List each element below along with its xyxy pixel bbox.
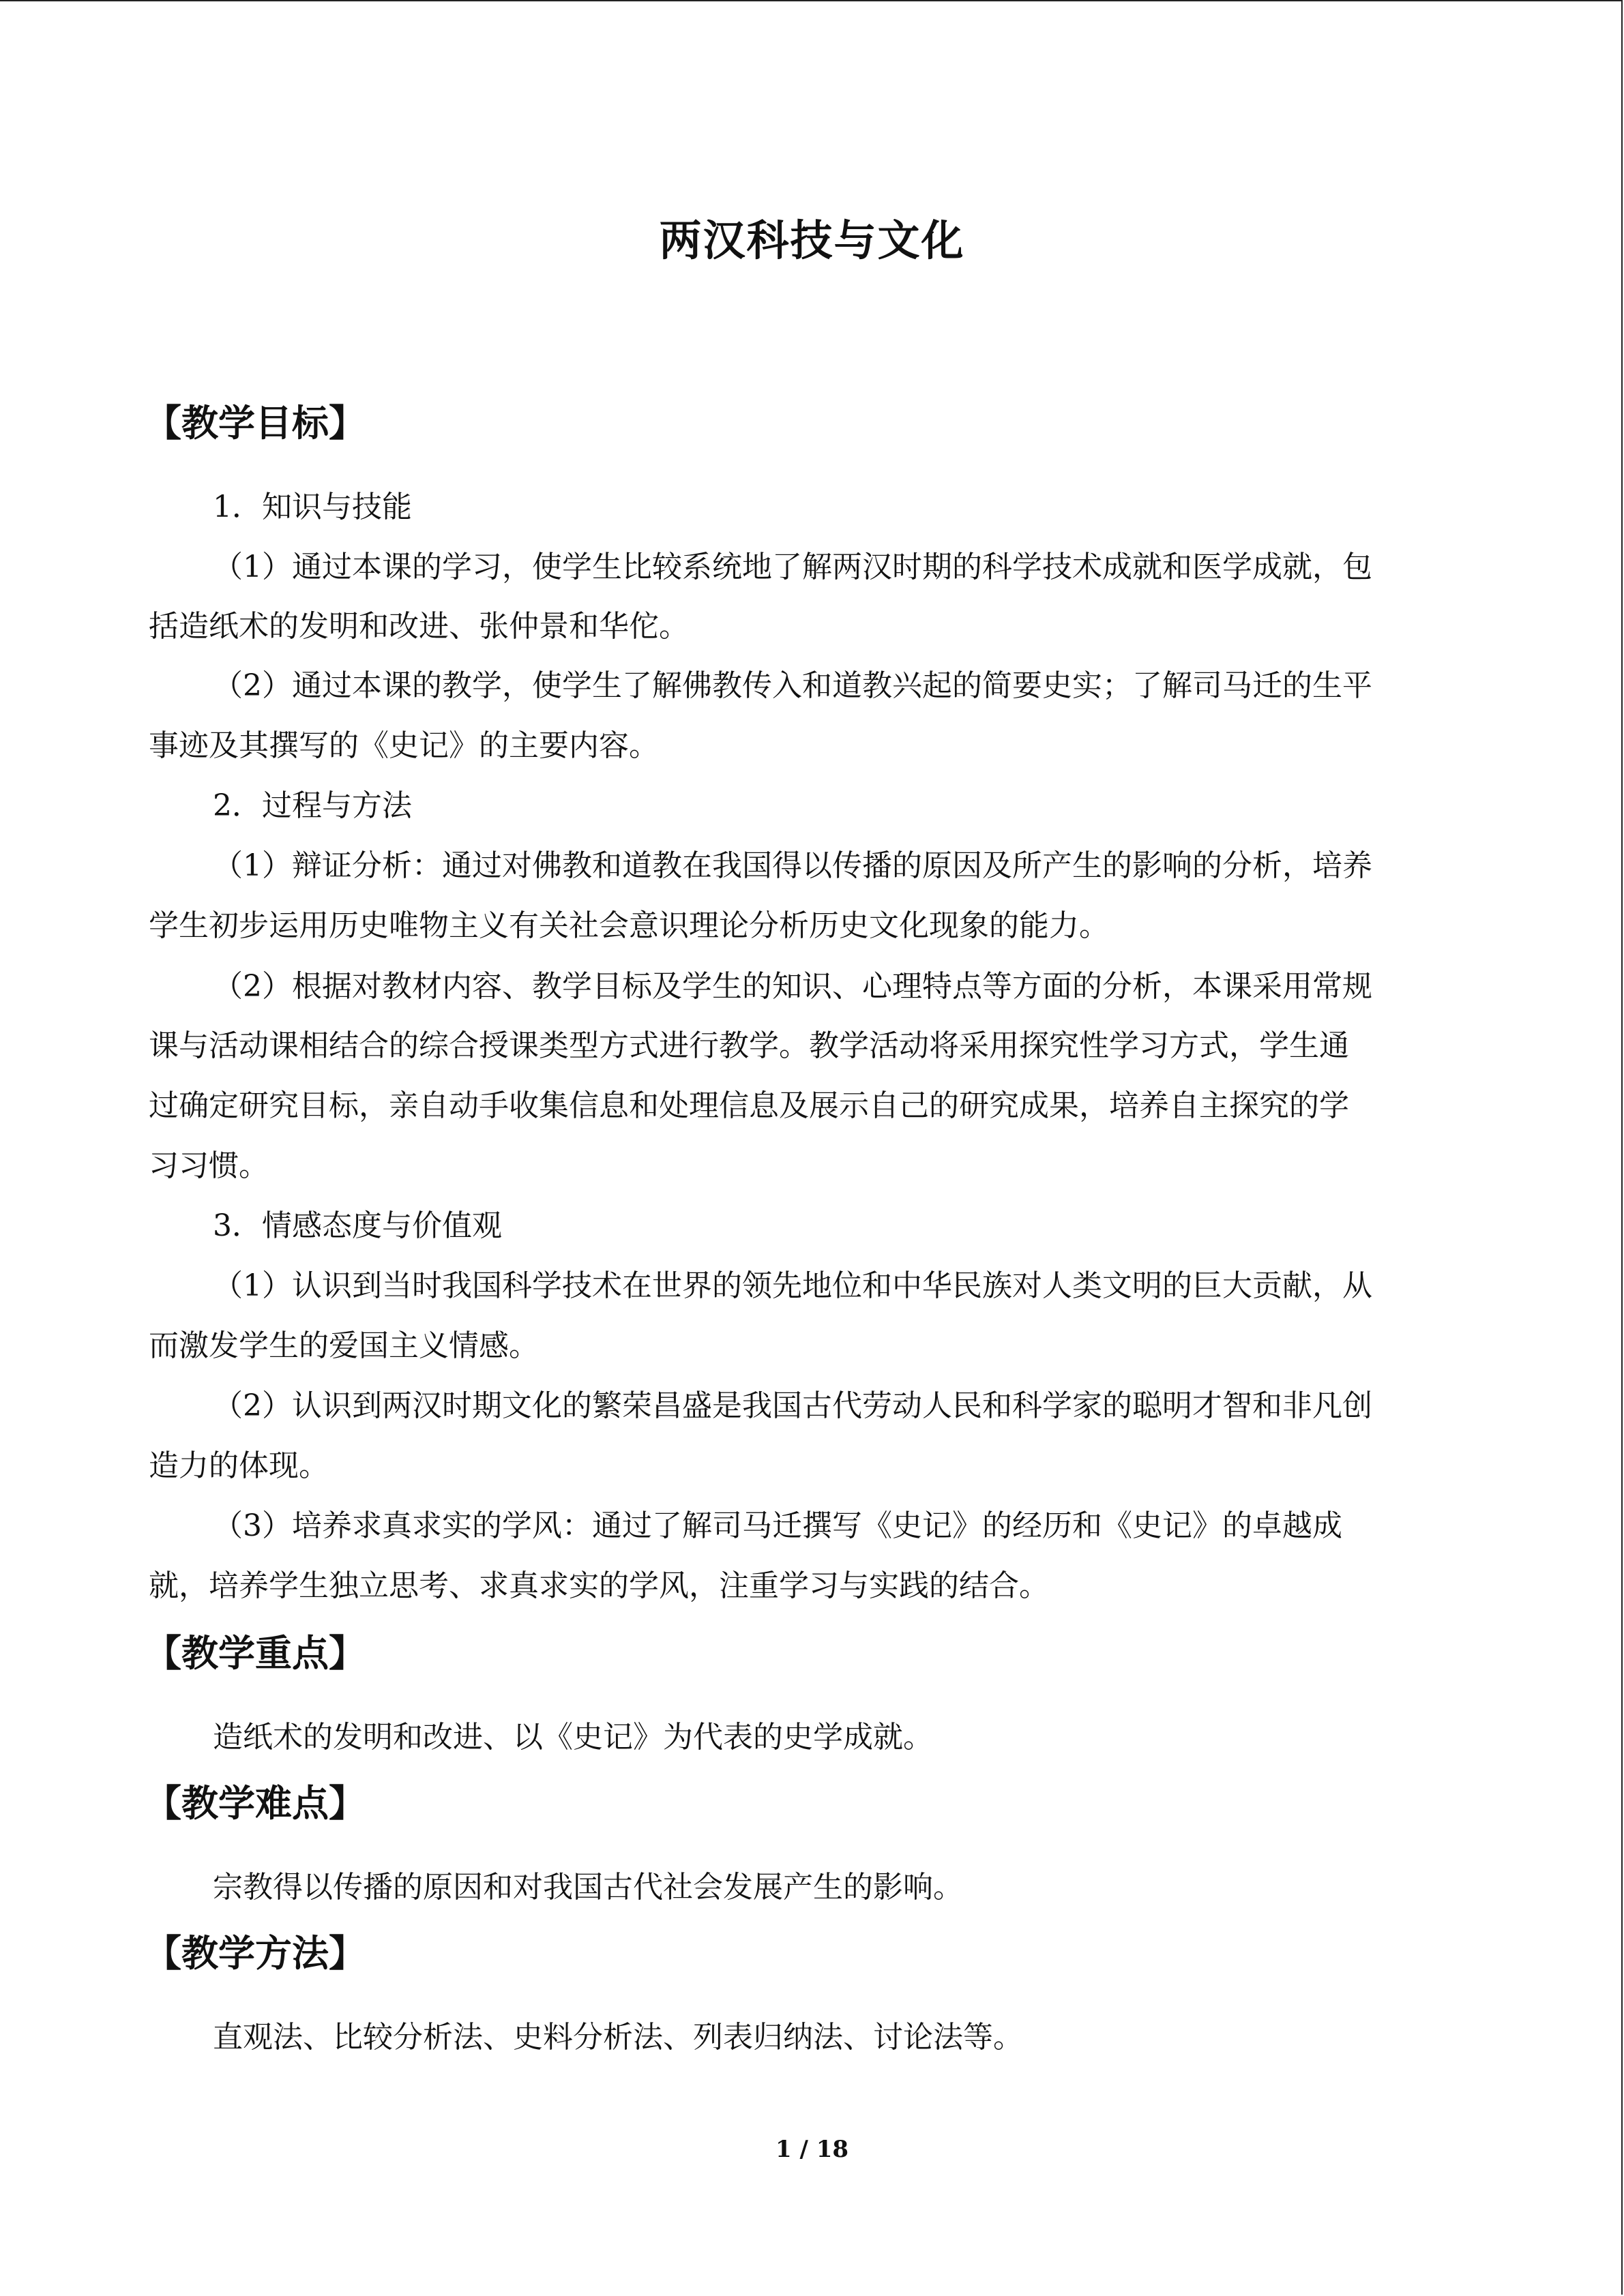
values-item-2-line-1: （2）认识到两汉时期文化的繁荣昌盛是我国古代劳动人民和科学家的聪明才智和非凡创 xyxy=(213,1388,1372,1423)
process-item-2-line-3: 过确定研究目标，亲自动手收集信息和处理信息及展示自己的研究成果，培养自主探究的学 xyxy=(149,1088,1349,1123)
values-item-2-line-2: 造力的体现。 xyxy=(149,1448,329,1483)
process-item-2-line-4: 习习惯。 xyxy=(149,1148,269,1183)
methods-text: 直观法、比较分析法、史料分析法、列表归纳法、讨论法等。 xyxy=(213,2020,1023,2055)
knowledge-item-1-line-1: （1）通过本课的学习，使学生比较系统地了解两汉时期的科学技术成就和医学成就，包 xyxy=(213,550,1372,584)
page-number: 1 / 18 xyxy=(775,2136,849,2163)
key-points-text: 造纸术的发明和改进、以《史记》为代表的史学成就。 xyxy=(213,1720,933,1755)
values-item-3-line-1: （3）培养求真求实的学风：通过了解司马迁撰写《史记》的经历和《史记》的卓越成 xyxy=(213,1508,1342,1543)
values-item-1-line-1: （1）认识到当时我国科学技术在世界的领先地位和中华民族对人类文明的巨大贡献，从 xyxy=(213,1268,1372,1303)
difficulties-text: 宗教得以传播的原因和对我国古代社会发展产生的影响。 xyxy=(213,1870,963,1905)
process-item-2-line-2: 课与活动课相结合的综合授课类型方式进行教学。教学活动将采用探究性学习方式，学生通 xyxy=(149,1028,1349,1063)
section-heading-methods: 【教学方法】 xyxy=(145,1931,366,1975)
document-title: 两汉科技与文化 xyxy=(659,215,965,265)
knowledge-item-2-line-2: 事迹及其撰写的《史记》的主要内容。 xyxy=(149,728,659,763)
knowledge-item-1-line-2: 括造纸术的发明和改进、张仲景和华佗。 xyxy=(149,609,689,644)
process-item-1-line-2: 学生初步运用历史唯物主义有关社会意识理论分析历史文化现象的能力。 xyxy=(149,908,1109,943)
process-item-1-line-1: （1）辩证分析：通过对佛教和道教在我国得以传播的原因及所产生的影响的分析，培养 xyxy=(213,848,1372,883)
process-methods-title: 2．过程与方法 xyxy=(213,788,412,823)
section-heading-key-points: 【教学重点】 xyxy=(145,1631,366,1675)
knowledge-skills-title: 1．知识与技能 xyxy=(213,490,412,524)
knowledge-item-2-line-1: （2）通过本课的教学，使学生了解佛教传入和道教兴起的简要史实；了解司马迁的生平 xyxy=(213,668,1372,703)
process-item-2-line-1: （2）根据对教材内容、教学目标及学生的知识、心理特点等方面的分析，本课采用常规 xyxy=(213,969,1372,1004)
values-item-1-line-2: 而激发学生的爱国主义情感。 xyxy=(149,1328,539,1363)
section-heading-objectives: 【教学目标】 xyxy=(145,401,366,445)
values-title: 3．情感态度与价值观 xyxy=(213,1208,502,1243)
values-item-3-line-2: 就，培养学生独立思考、求真求实的学风，注重学习与实践的结合。 xyxy=(149,1568,1049,1603)
section-heading-difficulties: 【教学难点】 xyxy=(145,1781,366,1825)
